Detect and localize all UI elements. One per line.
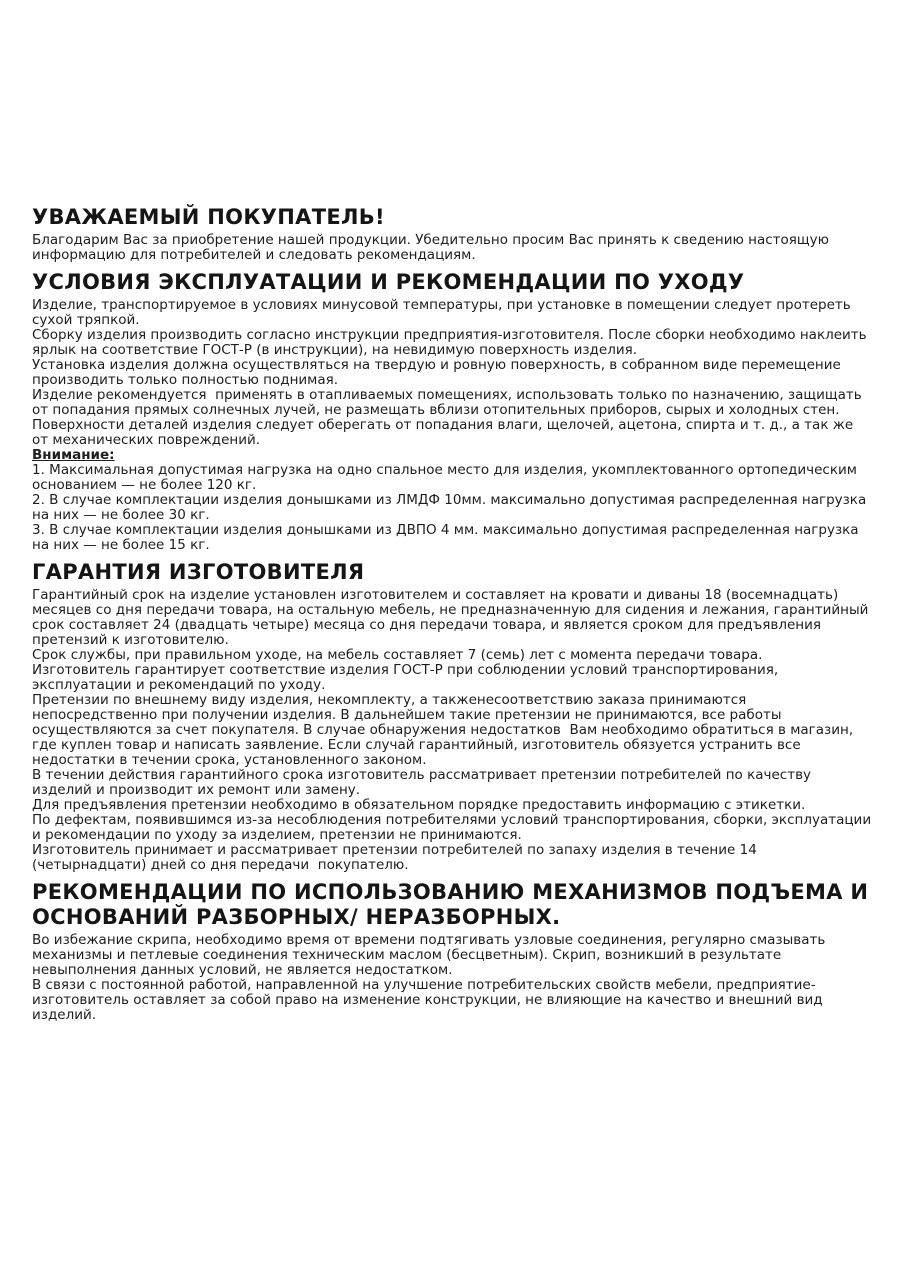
warranty-paragraph: В течении действия гарантийного срока изготовитель рассматривает претензии потребителей по качеству изделий и производит их ремонт или замену. xyxy=(32,767,816,798)
care-paragraph: Изделие, транспортируемое в условиях минусовой температуры, при установке в помещении следует протереть сухой тряпкой. xyxy=(32,297,856,328)
care-paragraph: Установка изделия должна осуществляться на твердую и ровную поверхность, в собранном виде перемещение производить только полностью поднимая. xyxy=(32,357,846,388)
warranty-paragraph: По дефектам, появившимся из-за несоблюдения потребителями условий транспортирования, сборки, эксплуатации и рекомендации по уходу за изделием, претензии не принимаются. xyxy=(32,812,876,843)
greeting-paragraph: Благодарим Вас за приобретение нашей продукции. Убедительно просим Вас принять к сведению настоящую информацию для потребителей и следовать рекомендациям. xyxy=(32,232,834,263)
care-paragraph: Изделие рекомендуется применять в отапливаемых помещениях, использовать только по назначению, защищать от попадания прямых солнечных лучей, не размещать вблизи отопительных приборов, сырых и холодных стен. xyxy=(32,387,866,418)
attention-item: 3. В случае комплектации изделия донышками из ДВПО 4 мм. максимально допустимая распределенная нагрузка на них — не более 15 кг. xyxy=(32,522,863,553)
section-greeting-heading: УВАЖАЕМЫЙ ПОКУПАТЕЛЬ! xyxy=(32,205,385,229)
section-care-heading: УСЛОВИЯ ЭКСПЛУАТАЦИИ И РЕКОМЕНДАЦИИ ПО УХОДУ xyxy=(32,270,745,294)
warranty-paragraph: Изготовитель гарантирует соответствие изделия ГОСТ-Р при соблюдении условий транспортирования, эксплуатации и рекомендаций по уходу. xyxy=(32,662,783,693)
mechanisms-paragraph: В связи с постоянной работой, направленной на улучшение потребительских свойств мебели, предприятие-изготовитель оставляет за собой право на изменение конструкции, не влияющие на качество и внешний вид изделий. xyxy=(32,977,827,1023)
attention-item: 1. Максимальная допустимая нагрузка на одно спальное место для изделия, укомплектованного ортопедическим основанием — не более 120 кг. xyxy=(32,462,862,493)
warranty-paragraph: Изготовитель принимает и рассматривает претензии потребителей по запаху изделия в течение 14 (четырнадцати) дней со дня передачи покупателю. xyxy=(32,842,762,873)
warranty-paragraph: Для предъявления претензии необходимо в обязательном порядке предоставить информацию с этикетки. xyxy=(32,797,806,813)
warranty-paragraph: Гарантийный срок на изделие установлен изготовителем и составляет на кровати и диваны 18 (восемнадцать) месяцев со дня передачи товара, на остальную мебель, не предназначенную для сидения и лежания, гарантийный срок составляет 24 (двадцать четыре) месяца со дня передачи товара, и является сроком для предъявления претензий к изготовителю. xyxy=(32,587,873,648)
attention-label: Внимание: xyxy=(32,447,115,463)
care-paragraph: Поверхности деталей изделия следует оберегать от попадания влаги, щелочей, ацетона, спирта и т. д., а так же от механических повреждений. xyxy=(32,417,858,448)
warranty-paragraph: Срок службы, при правильном уходе, на мебель составляет 7 (семь) лет с момента передачи товара. xyxy=(32,647,763,663)
mechanisms-paragraph: Во избежание скрипа, необходимо время от времени подтягивать узловые соединения, регулярно смазывать механизмы и петлевые соединения техническим маслом (бесцветным). Скрип, возникший в результате невыполнения данных условий, не является недостатком. xyxy=(32,932,830,978)
section-warranty-heading: ГАРАНТИЯ ИЗГОТОВИТЕЛЯ xyxy=(32,560,365,584)
attention-item: 2. В случае комплектации изделия донышками из ЛМДФ 10мм. максимально допустимая распределенная нагрузка на них — не более 30 кг. xyxy=(32,492,871,523)
care-paragraph: Сборку изделия производить согласно инструкции предприятия-изготовителя. После сборки необходимо наклеить ярлык на соответствие ГОСТ-Р (в инструкции), на невидимую поверхность изделия. xyxy=(32,327,871,358)
section-mechanisms-heading: РЕКОМЕНДАЦИИ ПО ИСПОЛЬЗОВАНИЮ МЕХАНИЗМОВ ПОДЪЕМА И ОСНОВАНИЙ РАЗБОРНЫХ/ НЕРАЗБОРНЫХ. xyxy=(32,880,869,929)
warranty-paragraph: Претензии по внешнему виду изделия, некомплекту, а такженесоответствию заказа принимаются непосредственно при получении изделия. В дальнейшем такие претензии не принимаются, все работы осуществляются за счет покупателя. В случае обнаружения недостатков Вам необходимо обратиться в магазин, где куплен товар и написать заявление. Если случай гарантийный, изготовитель обязуется устранить все недостатки в течении срока, установленного законом. xyxy=(32,692,858,768)
